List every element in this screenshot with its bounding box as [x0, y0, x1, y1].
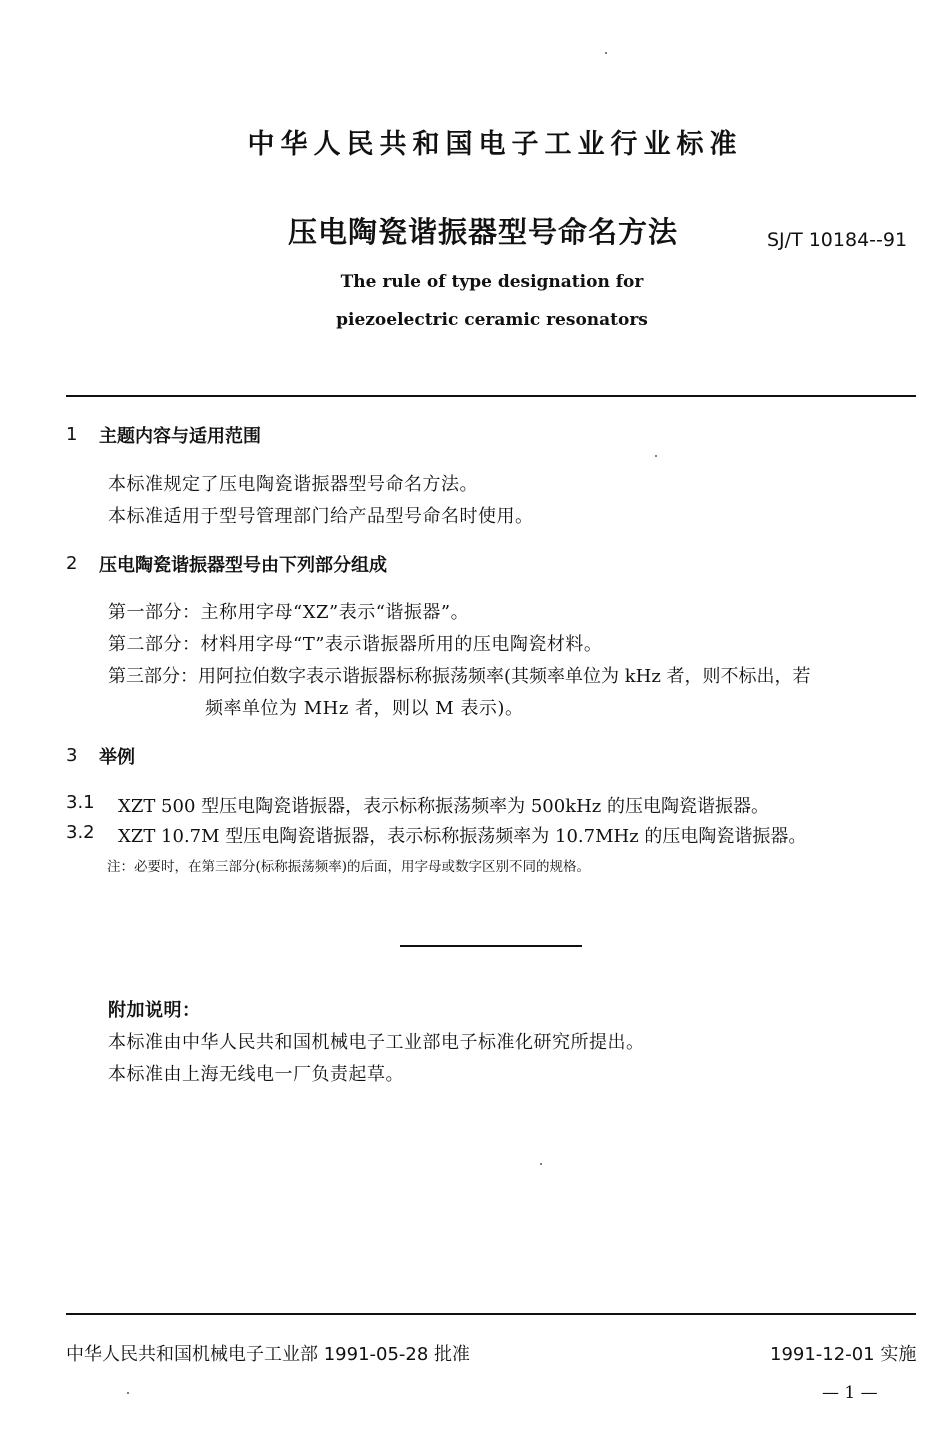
- section-2-item-3: 第三部分：用阿拉伯数字表示谐振器标称振荡频率(其频率单位为 kHz 者，则不标出，若: [108, 666, 811, 687]
- additional-notes-title: 附加说明：: [108, 1000, 201, 1021]
- example-2-number: 3.2: [66, 822, 95, 843]
- example-1-text: XZT 500 型压电陶瓷谐振器，表示标称振荡频率为 500kHz 的压电陶瓷谐振器。: [118, 796, 770, 817]
- section-3-title: 举例: [99, 747, 135, 768]
- example-2-text: XZT 10.7M 型压电陶瓷谐振器，表示标称振荡频率为 10.7MHz 的压电陶瓷谐振器。: [118, 826, 807, 847]
- example-1-number: 3.1: [66, 792, 95, 813]
- section-2-item-2: 第二部分：材料用字母“T”表示谐振器所用的压电陶瓷材料。: [108, 634, 603, 655]
- standard-code: SJ/T 10184--91: [767, 229, 908, 251]
- section-1-number: 1: [66, 424, 78, 445]
- footer-divider: [66, 1313, 916, 1315]
- section-1-paragraph-2: 本标准适用于型号管理部门给产品型号命名时使用。: [108, 506, 534, 527]
- additional-notes-line-2: 本标准由上海无线电一厂负责起草。: [108, 1064, 404, 1085]
- section-3-note: 注：必要时，在第三部分(标称振荡频率)的后面，用字母或数字区别不同的规格。: [107, 859, 591, 875]
- standard-category-heading: 中华人民共和国电子工业行业标准: [247, 129, 743, 160]
- section-2-number: 2: [66, 553, 78, 574]
- implementation-date: 1991-12-01 实施: [770, 1344, 917, 1365]
- scan-speck: [655, 455, 657, 457]
- english-title-line-2: piezoelectric ceramic resonators: [336, 310, 648, 330]
- additional-notes-line-1: 本标准由中华人民共和国机械电子工业部电子标准化研究所提出。: [108, 1032, 645, 1053]
- section-1-title: 主题内容与适用范围: [99, 426, 261, 447]
- section-1-paragraph-1: 本标准规定了压电陶瓷谐振器型号命名方法。: [108, 474, 478, 495]
- section-2-title: 压电陶瓷谐振器型号由下列部分组成: [99, 555, 387, 576]
- page-number: — 1 —: [822, 1383, 878, 1403]
- section-2-item-3-continued: 频率单位为 MHz 者，则以 M 表示)。: [205, 698, 524, 719]
- scan-speck: [127, 1392, 129, 1394]
- section-2-item-1: 第一部分：主称用字母“XZ”表示“谐振器”。: [108, 602, 470, 623]
- approval-statement: 中华人民共和国机械电子工业部 1991-05-28 批准: [66, 1344, 471, 1365]
- scan-speck: [605, 52, 607, 54]
- header-divider: [66, 395, 916, 397]
- short-divider: [400, 945, 582, 947]
- document-title: 压电陶瓷谐振器型号命名方法: [288, 215, 679, 249]
- english-title-line-1: The rule of type designation for: [340, 272, 644, 292]
- section-3-number: 3: [66, 745, 78, 766]
- scan-speck: [540, 1163, 542, 1165]
